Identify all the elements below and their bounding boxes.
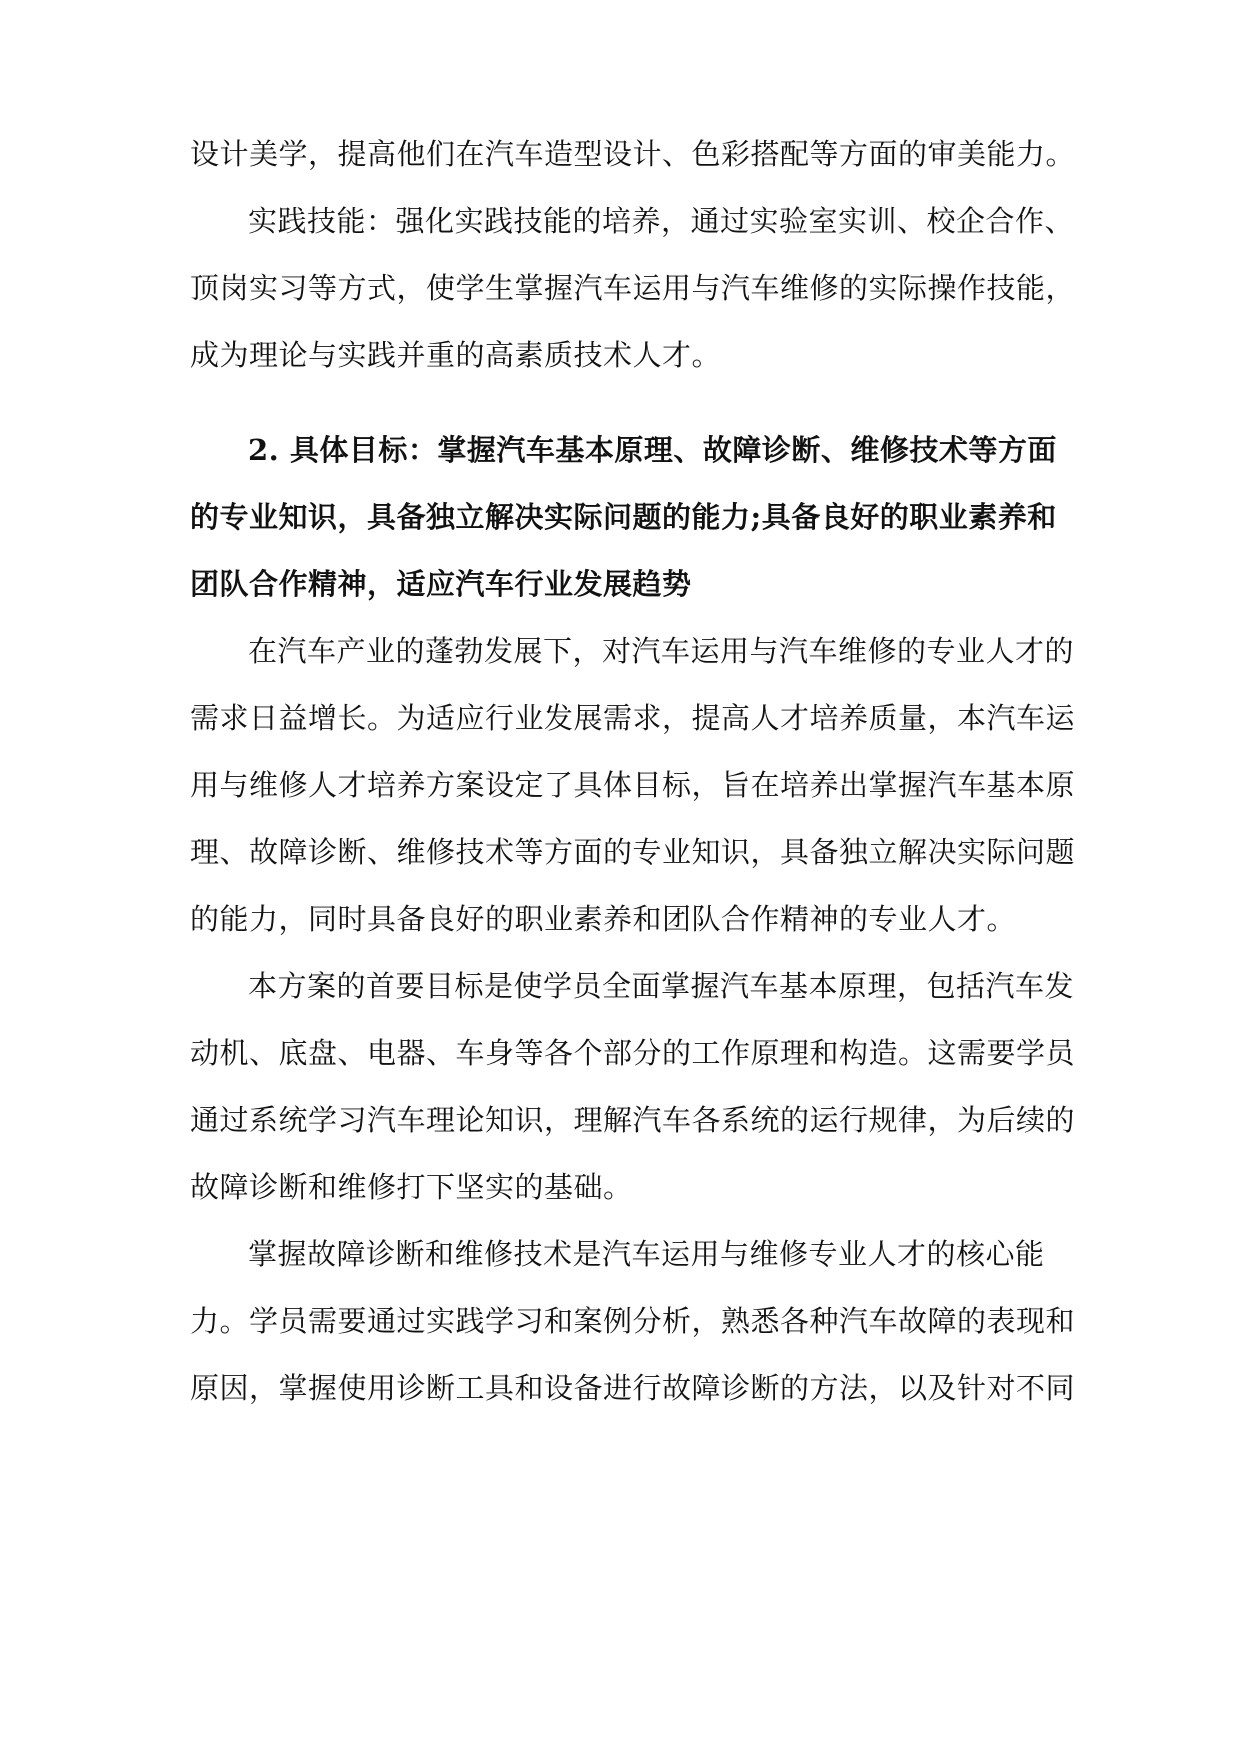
text-line: 本方案的首要目标是使学员全面掌握汽车基本原理，包括汽车发 — [248, 969, 1075, 1003]
text-line: 的能力，同时具备良好的职业素养和团队合作精神的专业人才。 — [190, 902, 1017, 936]
text-line: 在汽车产业的蓬勃发展下，对汽车运用与汽车维修的专业人才的 — [248, 634, 1075, 668]
text-line: 顶岗实习等方式，使学生掌握汽车运用与汽车维修的实际操作技能， — [190, 271, 1076, 305]
text-line: 用与维修人才培养方案设定了具体目标，旨在培养出掌握汽车基本原 — [190, 768, 1076, 802]
text-line: 原因，掌握使用诊断工具和设备进行故障诊断的方法，以及针对不同 — [190, 1371, 1076, 1405]
text-line: 设计美学，提高他们在汽车造型设计、色彩搭配等方面的审美能力。 — [190, 137, 1076, 171]
text-line: 掌握故障诊断和维修技术是汽车运用与维修专业人才的核心能 — [248, 1237, 1045, 1271]
section-heading: 2. 具体目标：掌握汽车基本原理、故障诊断、维修技术等方面 — [248, 433, 1057, 467]
text-line: 力。学员需要通过实践学习和案例分析，熟悉各种汽车故障的表现和 — [190, 1304, 1076, 1338]
text-line: 故障诊断和维修打下坚实的基础。 — [190, 1170, 633, 1204]
text-line: 通过系统学习汽车理论知识，理解汽车各系统的运行规律，为后续的 — [190, 1103, 1076, 1137]
text-line: 实践技能：强化实践技能的培养，通过实验室实训、校企合作、 — [248, 204, 1075, 238]
text-line: 理、故障诊断、维修技术等方面的专业知识，具备独立解决实际问题 — [190, 835, 1076, 869]
section-heading: 的专业知识，具备独立解决实际问题的能力;具备良好的职业素养和 — [190, 500, 1057, 534]
text-line: 成为理论与实践并重的高素质技术人才。 — [190, 338, 722, 372]
text-line: 需求日益增长。为适应行业发展需求，提高人才培养质量，本汽车运 — [190, 701, 1076, 735]
section-heading: 团队合作精神，适应汽车行业发展趋势 — [190, 567, 692, 601]
document-page — [190, 0, 1076, 1754]
text-line: 动机、底盘、电器、车身等各个部分的工作原理和构造。这需要学员 — [190, 1036, 1076, 1070]
